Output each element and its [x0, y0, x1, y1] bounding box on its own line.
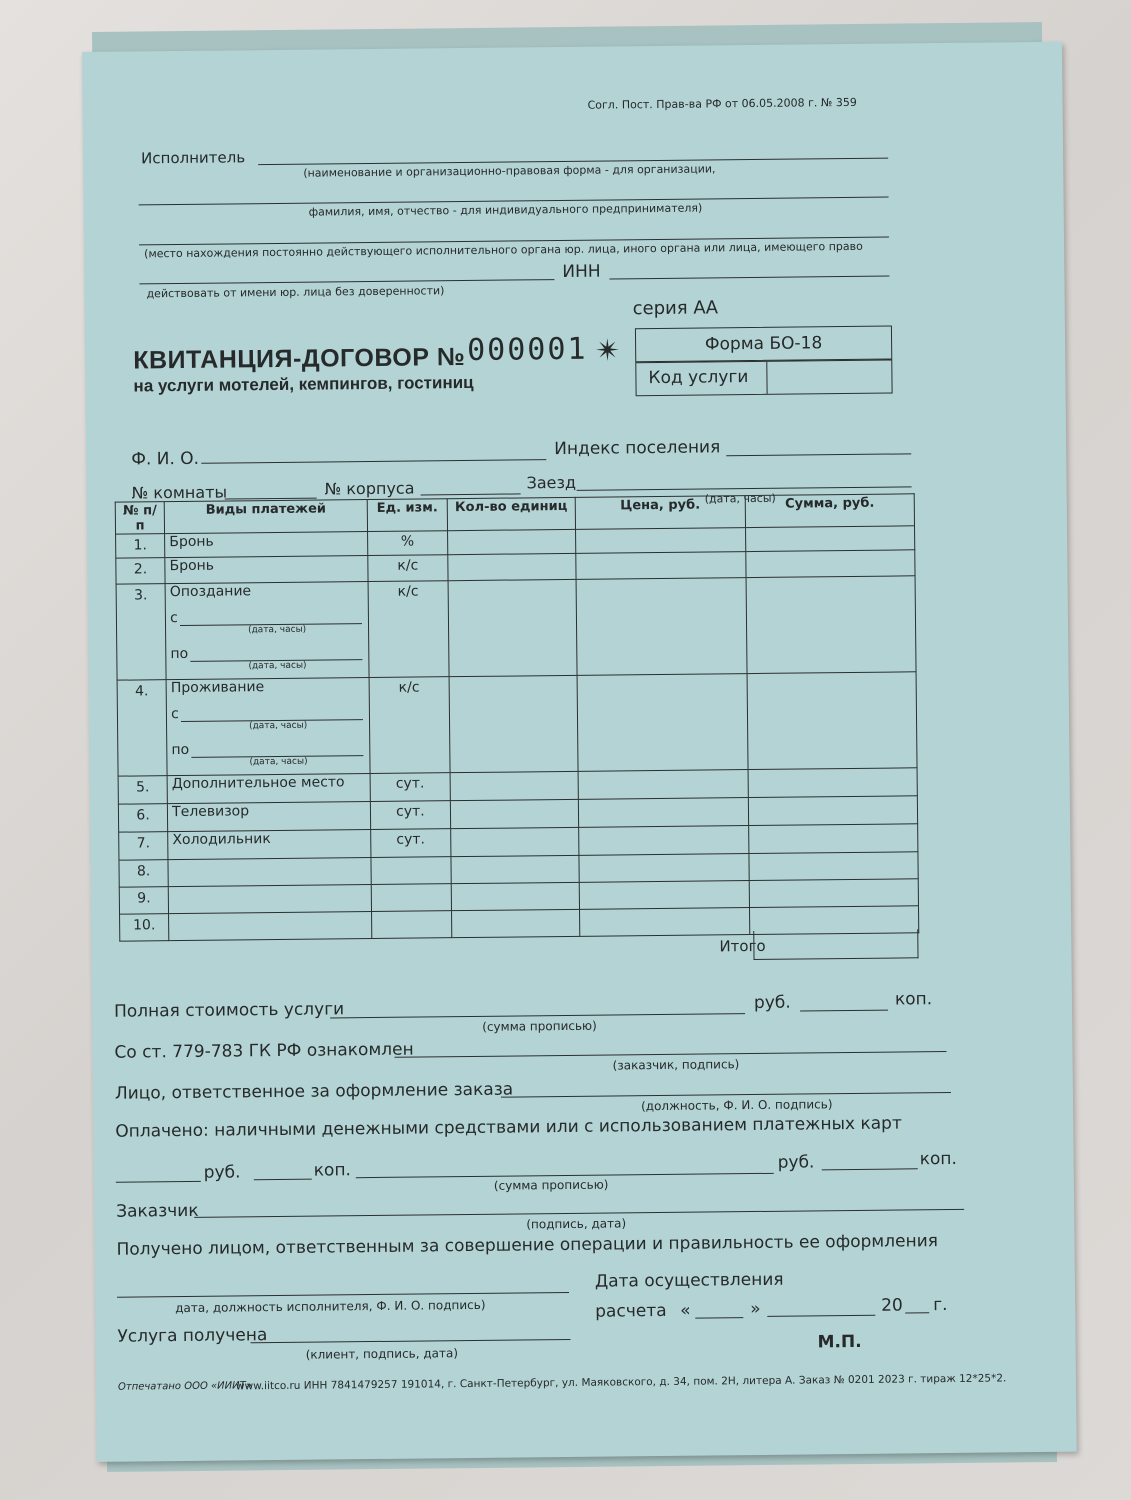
- qty-cell[interactable]: [451, 909, 579, 937]
- from-line[interactable]: с: [171, 704, 365, 722]
- row-number: 5.: [118, 776, 167, 805]
- responsible-label: Лицо, ответственное за оформление заказа: [114, 1079, 514, 1104]
- col-header: Кол-во единиц: [447, 497, 575, 530]
- date-hint: (дата, часы): [249, 756, 308, 768]
- regulation-note: Согл. Пост. Прав-ва РФ от 06.05.2008 г. № 359: [587, 95, 857, 112]
- row-unit: к/с: [368, 581, 449, 678]
- qty-cell[interactable]: [448, 553, 576, 580]
- qty-cell[interactable]: [450, 799, 578, 828]
- date-hint: (дата, часы): [247, 624, 307, 636]
- row-unit: сут.: [370, 801, 450, 830]
- sum-cell[interactable]: [746, 576, 916, 674]
- kop-label: коп.: [894, 989, 933, 1010]
- full-cost-kop-line[interactable]: [800, 1010, 888, 1012]
- price-cell[interactable]: [575, 528, 745, 554]
- settle-year-line[interactable]: [905, 1312, 929, 1313]
- stamp-place: М.П.: [817, 1331, 862, 1353]
- settle-day-line[interactable]: [695, 1317, 743, 1319]
- row-number: 2.: [116, 558, 165, 585]
- series-label: серия АА: [632, 297, 719, 320]
- col-header: Виды платежей: [164, 500, 367, 534]
- total-label: Итого: [719, 936, 766, 956]
- row-name[interactable]: [168, 858, 371, 887]
- full-cost-label: Полная стоимость услуги: [113, 999, 345, 1022]
- sum-cell[interactable]: [749, 879, 918, 908]
- executor-hint-3: (место нахождения постоянно действующего исполнительного органа юр. лица, иного органа или лица, имеющего право: [144, 239, 863, 261]
- index-line[interactable]: [726, 453, 911, 456]
- price-cell[interactable]: [578, 770, 748, 800]
- row-name: Бронь: [165, 532, 368, 558]
- row-name[interactable]: [169, 912, 372, 941]
- quote-open: «: [680, 1300, 691, 1321]
- paid-kop-line[interactable]: [254, 1179, 312, 1181]
- row-name: Телевизор: [168, 802, 371, 832]
- paid-rub-label-2: руб.: [777, 1152, 815, 1173]
- row-unit: сут.: [371, 829, 451, 858]
- arrival-hint: (дата, часы): [704, 491, 776, 506]
- row-number: 10.: [120, 914, 169, 942]
- acquainted-label: Со ст. 779-783 ГК РФ ознакомлен: [114, 1039, 414, 1063]
- row-number: 4.: [117, 680, 167, 777]
- table-row: [116, 576, 916, 680]
- row-number: 7.: [119, 832, 168, 861]
- paid-label: Оплачено: наличными денежными средствами или с использованием платежных карт: [115, 1113, 902, 1142]
- executor-sign-line[interactable]: [117, 1292, 569, 1298]
- form-code: Форма БО-18: [704, 333, 823, 355]
- qty-cell[interactable]: [451, 827, 579, 856]
- price-cell[interactable]: [579, 881, 749, 910]
- printer-details: www.iitco.ru ИНН 7841479257 191014, г. Санкт-Петербург, ул. Маяковского, д. 34, пом. 2Н, литера А. Заказ № 0201 2023 г. тираж 12*25*2.: [235, 1372, 1007, 1393]
- payments-table: [115, 493, 920, 941]
- qty-cell[interactable]: [448, 579, 577, 676]
- table-row: [117, 672, 917, 776]
- executor-hint-2: фамилия, имя, отчество - для индивидуального предпринимателя): [308, 201, 703, 219]
- price-cell[interactable]: [579, 854, 749, 883]
- row-late-arrival: [165, 582, 369, 680]
- col-header: Цена, руб.: [575, 496, 745, 530]
- sum-cell[interactable]: [747, 672, 917, 770]
- rub-label: руб.: [753, 992, 791, 1014]
- form-number: 000001: [466, 331, 588, 368]
- settle-date-label-2: расчета: [595, 1300, 667, 1322]
- executor-sign-hint: дата, должность исполнителя, Ф. И. О. подпись): [175, 1297, 486, 1316]
- row-number: 6.: [118, 804, 167, 833]
- row-name: Холодильник: [168, 830, 371, 860]
- form-subtitle: на услуги мотелей, кемпингов, гостиниц: [133, 372, 474, 396]
- ornament-icon: ✴: [594, 333, 621, 369]
- service-code-field[interactable]: [768, 361, 890, 394]
- price-cell[interactable]: [577, 674, 748, 772]
- row-number: 3.: [116, 584, 166, 681]
- customer-label: Заказчик: [116, 1200, 199, 1222]
- price-cell[interactable]: [576, 552, 746, 580]
- row-unit[interactable]: [371, 884, 451, 912]
- row-unit: к/с: [369, 677, 450, 774]
- qty-cell[interactable]: [451, 882, 579, 910]
- fio-label: Ф. И. О.: [131, 448, 200, 470]
- row-number: 8.: [119, 860, 168, 888]
- building-line[interactable]: [421, 493, 521, 495]
- row-number: 9.: [119, 887, 168, 915]
- from-line[interactable]: с: [170, 608, 364, 626]
- sum-cell[interactable]: [746, 550, 915, 578]
- row-unit: к/с: [368, 555, 448, 582]
- to-line[interactable]: по: [170, 644, 364, 662]
- position-hint: (должность, Ф. И. О. подпись): [640, 1097, 833, 1114]
- price-cell[interactable]: [578, 798, 748, 828]
- row-unit[interactable]: [371, 911, 451, 939]
- qty-cell[interactable]: [449, 675, 578, 772]
- printer-name: Отпечатано ООО «ИИИТ»: [117, 1380, 252, 1393]
- qty-cell[interactable]: [451, 855, 579, 883]
- sum-cell[interactable]: [745, 526, 914, 552]
- responsible-line[interactable]: [501, 1092, 951, 1098]
- service-code-box: [635, 360, 892, 397]
- col-header: № п/п: [115, 502, 164, 535]
- building-label: № корпуса: [324, 478, 415, 499]
- row-unit: сут.: [370, 773, 450, 802]
- room-label: № комнаты: [131, 482, 228, 503]
- row-name: Дополнительное место: [167, 774, 370, 804]
- row-unit: %: [368, 531, 448, 556]
- sum-cell[interactable]: [748, 796, 917, 826]
- price-cell[interactable]: [579, 908, 749, 937]
- acquainted-line[interactable]: [395, 1051, 947, 1058]
- sum-words-hint: (сумма прописью): [482, 1018, 597, 1034]
- row-unit[interactable]: [371, 857, 451, 885]
- paid-words-hint: (сумма прописью): [493, 1177, 609, 1193]
- date-hint: (дата, часы): [249, 720, 308, 732]
- col-header: Ед. изм.: [367, 499, 447, 532]
- arrival-label: Заезд: [526, 472, 577, 493]
- sign-date-hint: (подпись, дата): [526, 1216, 627, 1232]
- qty-cell[interactable]: [447, 529, 575, 554]
- sum-cell[interactable]: [748, 768, 917, 798]
- settle-date-label-1: Дата осуществления: [594, 1269, 784, 1292]
- row-number: 1.: [116, 534, 165, 559]
- settle-month-line[interactable]: [767, 1315, 875, 1317]
- customer-sign-hint: (заказчик, подпись): [612, 1057, 740, 1073]
- paid-kop-label: коп.: [313, 1160, 352, 1181]
- executor-hint-4: действовать от имени юр. лица без доверенности): [146, 284, 445, 301]
- row-name: Бронь: [165, 556, 368, 584]
- inn-line[interactable]: [609, 276, 889, 280]
- year-prefix: 20: [881, 1295, 903, 1316]
- year-suffix: г.: [933, 1295, 948, 1316]
- date-hint: (дата, часы): [248, 660, 307, 672]
- price-cell[interactable]: [576, 578, 747, 676]
- row-name[interactable]: [168, 885, 371, 914]
- service-code-label: Код услуги: [648, 367, 749, 389]
- paid-kop-label-2: коп.: [919, 1148, 957, 1170]
- arrival-line[interactable]: [577, 486, 912, 491]
- quote-close: »: [750, 1298, 761, 1320]
- row-name: Опоздание: [169, 583, 252, 601]
- paid-rub-line[interactable]: [116, 1181, 201, 1183]
- service-received-line[interactable]: [251, 1339, 571, 1343]
- paid-rub-label: руб.: [203, 1162, 241, 1183]
- form-code-box: [635, 326, 892, 363]
- paid-kop-line-2[interactable]: [822, 1168, 918, 1170]
- qty-cell[interactable]: [450, 771, 578, 800]
- row-name: Проживание: [170, 679, 265, 697]
- received-label: Получено лицом, ответственным за совершение операции и правильность ее оформления: [116, 1231, 939, 1260]
- client-hint: (клиент, подпись, дата): [305, 1346, 459, 1362]
- executor-hint-1: (наименование и организационно-правовая форма - для организации,: [303, 162, 716, 180]
- price-cell[interactable]: [579, 826, 749, 856]
- col-header: Сумма, руб.: [745, 494, 914, 528]
- service-received-label: Услуга получена: [117, 1325, 268, 1347]
- executor-line-4[interactable]: [139, 279, 554, 284]
- fio-line[interactable]: [201, 459, 546, 464]
- to-line[interactable]: по: [171, 740, 365, 758]
- row-stay: [166, 678, 370, 776]
- form-title: КВИТАНЦИЯ-ДОГОВОР №: [133, 343, 466, 375]
- form-sheet: [82, 42, 1077, 1462]
- sum-cell[interactable]: [749, 852, 918, 881]
- executor-label: Исполнитель: [141, 148, 246, 168]
- sum-cell[interactable]: [749, 824, 918, 854]
- inn-label: ИНН: [562, 261, 601, 282]
- index-label: Индекс поселения: [554, 437, 721, 460]
- total-field[interactable]: [753, 929, 918, 960]
- full-cost-line[interactable]: [330, 1013, 745, 1018]
